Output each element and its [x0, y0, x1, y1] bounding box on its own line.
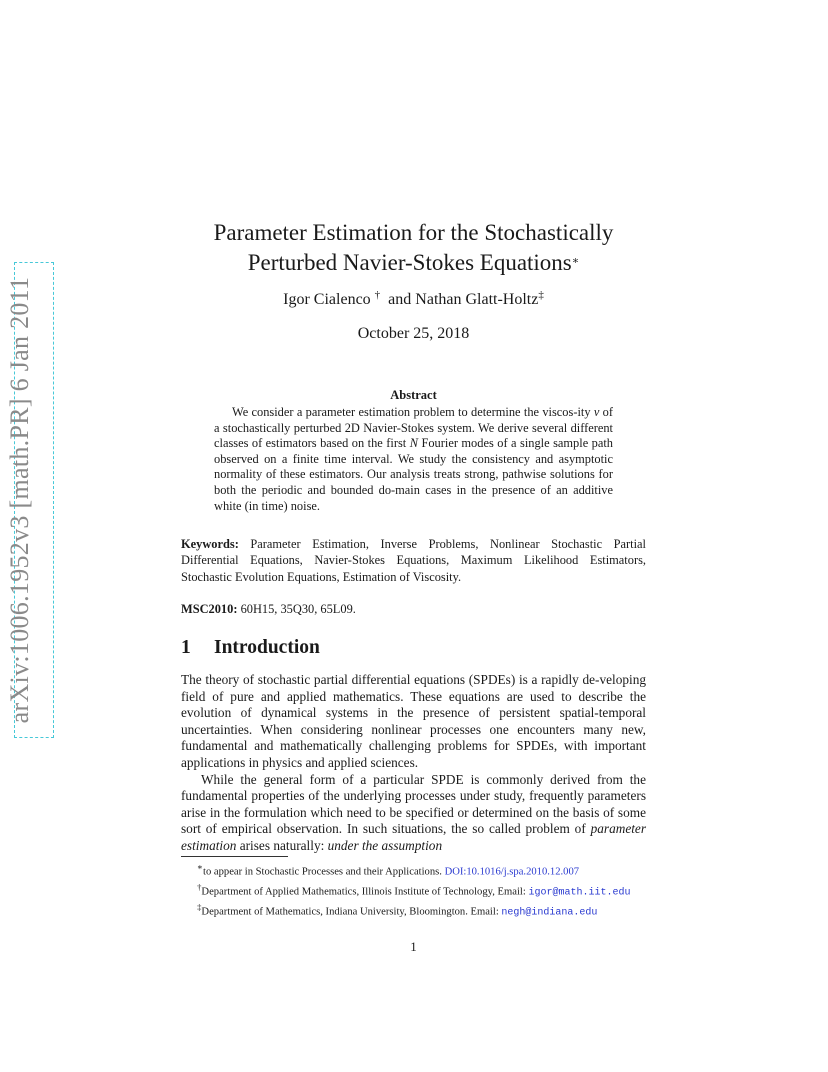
footnotes [181, 860, 646, 921]
body-p2-part-b: arises naturally: [236, 837, 328, 853]
keywords-text: Parameter Estimation, Inverse Problems, Nonlinear Stochastic Partial Differential Equations, Navier-Stokes Equations, Maximum Likelihood Estimators, Stochastic Evolution Equations, Estimation of Viscosity. [181, 537, 646, 584]
page-number: 1 [410, 939, 417, 954]
author-2: Nathan Glatt-Holtz [415, 291, 539, 308]
abstract-part-2: of a stochastically perturbed 2D Navier-Stokes system. We derive several different classes of estimators based on the first [214, 405, 614, 451]
title-line-2 [181, 248, 646, 278]
msc-text: 60H15, 35Q30, 65L09. [240, 602, 356, 616]
footnote-3-text: Department of Mathematics, Indiana University, Bloomington. Email: [201, 907, 502, 918]
email-link-1[interactable]: igor@math.iit.edu [528, 887, 631, 899]
footnote-2-mark: † [197, 881, 202, 892]
arxiv-stamp: arXiv:1006.1952v3 [math.PR] 6 Jan 2011 [5, 276, 34, 724]
footnote-3-mark: ‡ [197, 902, 202, 913]
title-line-2-text: Perturbed Navier-Stokes Equations [247, 250, 572, 275]
body-p2-emphasis-2: under the assumption [327, 837, 443, 853]
footnote-1-text: to appear in Stochastic Processes and their Applications. [203, 866, 445, 878]
footnote-1-mark: ∗ [197, 862, 204, 872]
footnote-rule [181, 856, 288, 857]
email-link-2[interactable]: negh@indiana.edu [501, 908, 598, 919]
title-line-1: Parameter Estimation for the Stochastically [213, 220, 614, 245]
author-2-mark: ‡ [538, 289, 544, 301]
section-number: 1 [181, 637, 191, 658]
doi-link[interactable]: DOI:10.1016/j.spa.2010.12.007 [444, 866, 580, 878]
paper-title [181, 218, 646, 278]
body-text [181, 672, 646, 855]
msc-classification [181, 601, 646, 617]
author-1-mark: † [374, 289, 381, 301]
footnote-3 [181, 900, 646, 921]
paper-date: October 25, 2018 [357, 325, 470, 342]
author-1: Igor Cialenco [283, 291, 371, 308]
title-footnote-mark: ∗ [571, 255, 580, 267]
footnote-1 [181, 860, 646, 880]
abstract-n-symbol: N [409, 436, 418, 451]
abstract-heading: Abstract [390, 388, 437, 402]
authors [181, 291, 646, 309]
abstract-part-1: We consider a parameter estimation problem to determine the viscos-ity [232, 405, 594, 419]
keywords-label: Keywords: [181, 537, 239, 551]
body-p2-emphasis: parameter estimation [181, 821, 646, 853]
msc-label: MSC2010: [181, 602, 238, 616]
section-heading [181, 637, 320, 659]
body-paragraph-2 [181, 772, 646, 855]
footnote-2-text: Department of Applied Mathematics, Illinois Institute of Technology, Email: [201, 886, 529, 898]
abstract-part-3: Fourier modes of a single sample path observed on a finite time interval. We study the consistency and asymptotic normality of these estimators. Our analysis treats strong, pathwise solutions for both the periodic and bounded do-main cases in the presence of an additive white (in time) noise. [214, 436, 614, 513]
body-paragraph-1: The theory of stochastic partial differential equations (SPDEs) is a rapidly de-veloping field of pure and applied mathematics. These equations are used to describe the evolution of dynamical systems in the presence of persistent spatial-temporal uncertainties. When considering nonlinear processes one encounters many new, fundamental and mathematically challenging problems for SPDEs, with important applications in physics and applied sciences. [181, 672, 646, 770]
abstract-text [214, 405, 613, 514]
body-p2-part-a: While the general form of a particular SPDE is commonly derived from the fundamental properties of the underlying processes under study, frequently parameters arise in the formulation which need to be specified or determined on the basis of some sort of empirical observation. In such situations, the so called problem of [181, 771, 646, 837]
authors-conjunction: and [388, 291, 412, 308]
section-title: Introduction [214, 637, 320, 658]
keywords [181, 536, 646, 585]
abstract-nu-symbol: ν [593, 405, 600, 419]
footnote-2 [181, 880, 646, 901]
